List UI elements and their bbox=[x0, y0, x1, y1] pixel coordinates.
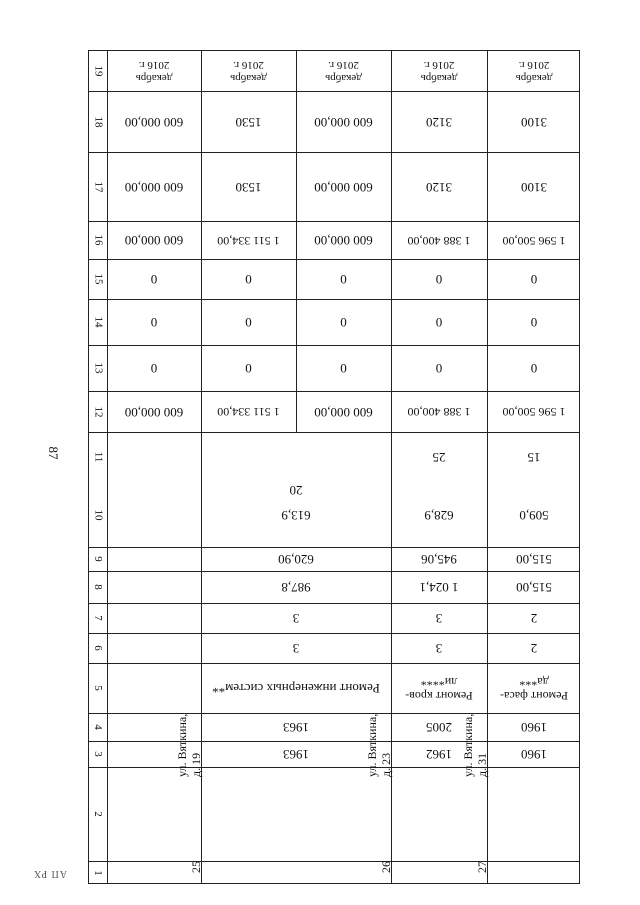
col-num-7: 7 bbox=[92, 615, 104, 621]
r25-address: ул. Вяткина, д. 19 bbox=[175, 713, 204, 777]
r25-c6: 3 bbox=[292, 641, 300, 657]
r25b-c14: 0 bbox=[340, 315, 347, 331]
r26-c19: декабрь 2016 г. bbox=[420, 59, 458, 84]
r25b-c17: 600 000,00 bbox=[314, 179, 373, 195]
r25b-c19: декабрь 2016 г. bbox=[325, 59, 362, 84]
r25-num: 25 bbox=[189, 861, 203, 873]
col-num-14: 14 bbox=[92, 316, 104, 328]
col-num-16: 16 bbox=[92, 234, 104, 246]
col-num-18: 18 bbox=[92, 116, 104, 127]
r27-c7: 2 bbox=[530, 611, 538, 627]
top-c13: 0 bbox=[150, 361, 158, 377]
r26-c14: 0 bbox=[435, 315, 443, 331]
r25-c10: 613,9 bbox=[281, 507, 311, 523]
r26-c11: 25 bbox=[432, 450, 446, 466]
r27-c10: 509,0 bbox=[519, 507, 549, 523]
r25-c3: 1963 bbox=[283, 747, 309, 763]
top-c12: 600 000,00 bbox=[124, 404, 184, 420]
r27-c18: 3100 bbox=[521, 114, 547, 130]
r27-c5: Ремонт фаса- да*** bbox=[500, 675, 568, 703]
r26-c10: 628,9 bbox=[424, 507, 454, 523]
r26-c8: 1 024,1 bbox=[419, 580, 459, 596]
r26-c17: 3120 bbox=[426, 179, 452, 195]
r27-c17: 3100 bbox=[521, 179, 547, 195]
r26-num: 26 bbox=[379, 861, 393, 873]
col-num-8: 8 bbox=[92, 584, 104, 590]
r25a-c16: 1 511 334,00 bbox=[217, 233, 280, 248]
top-c16: 600 000,00 bbox=[124, 233, 184, 249]
col-num-5: 5 bbox=[92, 685, 104, 691]
col-num-12: 12 bbox=[92, 406, 104, 417]
r25a-c15: 0 bbox=[245, 272, 252, 288]
col-num-17: 17 bbox=[92, 181, 104, 192]
r27-c6: 2 bbox=[530, 641, 538, 657]
r26-c6: 3 bbox=[435, 641, 443, 657]
r26-c9: 945,06 bbox=[421, 552, 457, 568]
top-c17: 600 000,00 bbox=[124, 179, 184, 195]
r25-c4: 1963 bbox=[283, 720, 309, 736]
page-number: 87 bbox=[46, 446, 61, 460]
r26-c16: 1 388 400,00 bbox=[407, 233, 471, 248]
r27-c12: 1 596 500,00 bbox=[502, 405, 566, 420]
r26-c18: 3120 bbox=[426, 114, 452, 130]
r27-c8: 515,00 bbox=[516, 580, 552, 596]
col-num-13: 13 bbox=[92, 362, 104, 374]
rotated-table bbox=[88, 50, 580, 884]
col-num-15: 15 bbox=[92, 273, 104, 285]
r27-c13: 0 bbox=[530, 361, 538, 377]
r25-c9: 620,90 bbox=[278, 552, 314, 568]
r25b-c16: 600 000,00 bbox=[314, 233, 373, 249]
r25b-c15: 0 bbox=[340, 272, 347, 288]
r25b-c13: 0 bbox=[340, 361, 347, 377]
r27-c11: 15 bbox=[527, 450, 541, 466]
r27-c16: 1 596 500,00 bbox=[502, 233, 566, 248]
top-c14: 0 bbox=[150, 315, 158, 331]
r26-c12: 1 388 400,00 bbox=[407, 405, 471, 420]
col-num-4: 4 bbox=[92, 724, 104, 730]
r26-c3: 1962 bbox=[426, 747, 452, 763]
r26-c5: Ремонт кров- ли**** bbox=[405, 675, 473, 703]
r25a-c17: 1530 bbox=[235, 179, 262, 195]
r25a-c19: декабрь 2016 г. bbox=[230, 59, 267, 84]
r25-c11: 20 bbox=[289, 482, 303, 498]
r25a-c12: 1 511 334,00 bbox=[217, 405, 280, 420]
r25b-c18: 600 000,00 bbox=[314, 114, 373, 130]
r25-c5: Ремонт инженерных систем** bbox=[212, 681, 380, 697]
col-num-6: 6 bbox=[92, 645, 104, 651]
r26-c7: 3 bbox=[435, 611, 443, 627]
r25-c7: 3 bbox=[292, 611, 300, 627]
col-num-19: 19 bbox=[92, 65, 104, 77]
r27-c14: 0 bbox=[530, 315, 538, 331]
col-num-11: 11 bbox=[92, 451, 104, 463]
side-mark: АП РХ bbox=[32, 868, 68, 879]
r26-address: ул. Вяткина, д. 23 bbox=[365, 713, 394, 777]
r27-num: 27 bbox=[475, 861, 489, 873]
r25-c8: 987,8 bbox=[281, 580, 311, 596]
r27-address: ул. Вяткина, д. 31 bbox=[461, 713, 490, 777]
r27-c4: 1960 bbox=[521, 720, 547, 736]
r26-c13: 0 bbox=[435, 361, 443, 377]
r26-c15: 0 bbox=[435, 272, 443, 288]
col-num-2: 2 bbox=[92, 811, 104, 817]
r25a-c14: 0 bbox=[245, 315, 252, 331]
top-c15: 0 bbox=[150, 272, 158, 288]
top-c19: декабрь 2016 г. bbox=[135, 59, 173, 84]
r27-c15: 0 bbox=[530, 272, 538, 288]
r25a-c18: 1530 bbox=[235, 114, 262, 130]
r27-c9: 515,00 bbox=[516, 552, 552, 568]
r25a-c13: 0 bbox=[245, 361, 252, 377]
col-num-10: 10 bbox=[92, 509, 104, 520]
r27-c3: 1960 bbox=[521, 747, 547, 763]
top-c18: 600 000,00 bbox=[124, 114, 184, 130]
col-num-9: 9 bbox=[92, 556, 104, 562]
r26-c4: 2005 bbox=[426, 720, 452, 736]
r25b-c12: 600 000,00 bbox=[314, 404, 373, 420]
col-num-1: 1 bbox=[92, 870, 104, 876]
col-num-3: 3 bbox=[92, 751, 104, 757]
r27-c19: декабрь 2016 г. bbox=[515, 59, 553, 84]
